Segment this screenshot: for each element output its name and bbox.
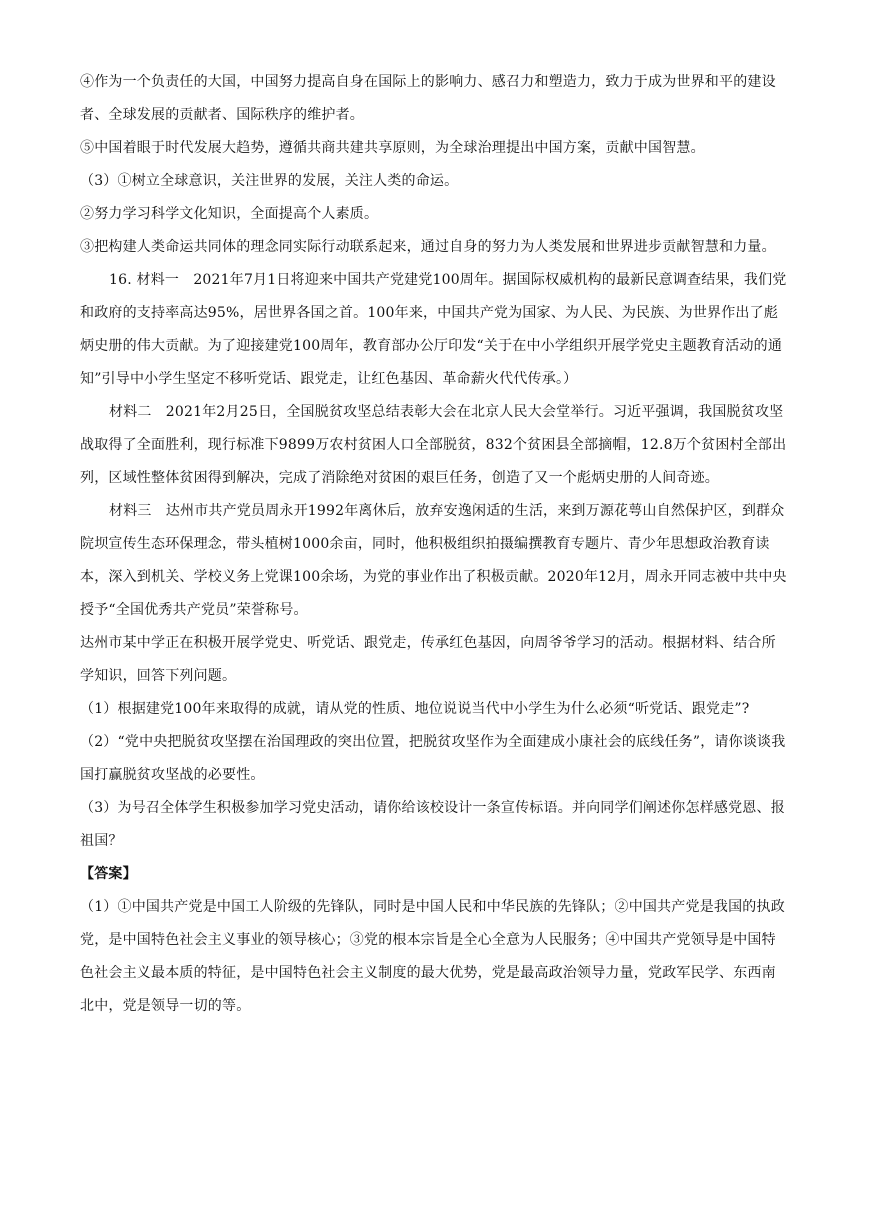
- question-16-material-2: 材料二 2021年2月25日，全国脱贫攻坚总结表彰大会在北京人民大会堂举行。习近平强调，我国脱贫攻坚战取得了全面胜利，现行标准下9899万农村贫困人口全部脱贫，832个贫困县全部摘帽，12.8万个贫困村全部出列，区域性整体贫困得到解决，完成了消除绝对贫困的艰巨任务，创造了又一个彪炳史册的人间奇迹。: [80, 404, 787, 486]
- answer-part-3-item-2: ②努力学习科学文化知识，全面提高个人素质。: [80, 206, 379, 222]
- question-16-material-3: 材料三 达州市共产党员周永开1992年离休后，放弃安逸闲适的生活，来到万源花萼山自然保护区，到群众院坝宣传生态环保理念，带头植树1000余亩，同时，他积极组织拍摄编撰教育专题片、青少年思想政治教育读本，深入到机关、学校义务上党课100余场，为党的事业作出了积极贡献。2020年12月，周永开同志被中共中央授予“全国优秀共产党员”荣誉称号。: [80, 503, 787, 618]
- answer-item-4: ④作为一个负责任的大国，中国努力提高自身在国际上的影响力、感召力和塑造力，致力于成为世界和平的建设者、全球发展的贡献者、国际秩序的维护者。: [80, 74, 776, 123]
- question-16-part-3: （3）为号召全体学生积极参加学习党史活动，请你给该校设计一条宣传标语。并向同学们阐述你怎样感党恩、报祖国？: [80, 800, 785, 849]
- question-16-part-2: （2）“党中央把脱贫攻坚摆在治国理政的突出位置，把脱贫攻坚作为全面建成小康社会的底线任务”，请你谈谈我国打赢脱贫攻坚战的必要性。: [80, 734, 786, 783]
- question-16-part-1: （1）根据建党100年来取得的成就，请从党的性质、地位说说当代中小学生为什么必须“听党话、跟党走”?: [80, 701, 750, 717]
- answer-item-5: ⑤中国着眼于时代发展大趋势，遵循共商共建共享原则，为全球治理提出中国方案，贡献中国智慧。: [80, 140, 705, 156]
- question-16-instruction: 达州市某中学正在积极开展学党史、听党话、跟党走，传承红色基因，向周爷爷学习的活动。根据材料、结合所学知识，回答下列问题。: [80, 635, 776, 684]
- question-16-material-1: 16. 材料一 2021年7月1日将迎来中国共产党建党100周年。据国际权威机构的最新民意调查结果，我们党和政府的支持率高达95%，居世界各国之首。100年来，中国共产党为国家、为人民、为民族、为世界作出了彪炳史册的伟大贡献。为了迎接建党100周年，教育部办公厅印发“关于在中小学组织开展学党史主题教育活动的通知”引导中小学生坚定不移听党话、跟党走，让红色基因、革命薪火代代传承。）: [80, 272, 787, 387]
- answer-heading: 【答案】: [80, 866, 137, 882]
- answer-part-3-item-1: （3）①树立全球意识，关注世界的发展，关注人类的命运。: [80, 173, 459, 189]
- answer-part-3-item-3: ③把构建人类命运共同体的理念同实际行动联系起来，通过自身的努力为人类发展和世界进步贡献智慧和力量。: [80, 239, 776, 255]
- answer-16-part-1: （1）①中国共产党是中国工人阶级的先锋队，同时是中国人民和中华民族的先锋队；②中国共产党是我国的执政党，是中国特色社会主义事业的领导核心；③党的根本宗旨是全心全意为人民服务；④中国共产党领导是中国特色社会主义最本质的特征，是中国特色社会主义制度的最大优势，党是最高政治领导力量，党政军民学、东西南北中，党是领导一切的等。: [80, 899, 785, 1014]
